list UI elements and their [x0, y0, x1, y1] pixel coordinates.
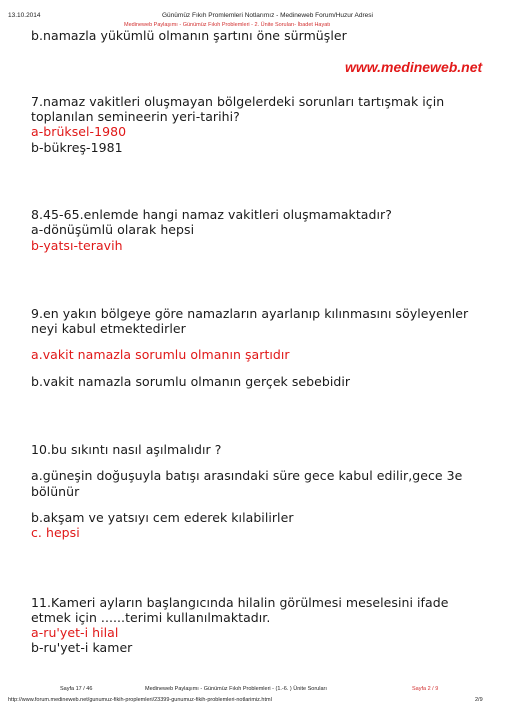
question-9-option-b: b.vakit namazla sorumlu olmanın gerçek sebebidir [31, 374, 351, 389]
question-8-option-b: b-yatsı-teravih [31, 238, 123, 253]
footer-url[interactable]: http://www.forum.medineweb.net/gunumuz-fikih-proplemleri/23399-gunumuz-fikih-problemleri-notlarimiz.html [8, 697, 272, 703]
footer-page-right: Sayfa 2 / 9 [412, 686, 439, 692]
question-7-line1: 7.namaz vakitleri oluşmayan bölgelerdeki sorunları tartışmak için [31, 94, 445, 109]
question-7-option-a: a-brüksel-1980 [31, 124, 127, 139]
footer-page-number: 2/9 [475, 697, 483, 703]
question-8-option-a: a-dönüşümlü olarak hepsi [31, 222, 195, 237]
page-subtitle: Medineweb Paylaşımı - Günümüz Fıkıh Problemleri - 2. Ünite Soruları- İbadet Hayatı [124, 22, 331, 28]
question-9-option-a: a.vakit namazla sorumlu olmanın şartıdır [31, 347, 290, 362]
question-8: 8.45-65.enlemde hangi namaz vakitleri oluşmamaktadır? [31, 207, 392, 222]
question-11-option-b: b-ru'yet-i kamer [31, 640, 133, 655]
print-date: 13.10.2014 [8, 12, 41, 19]
question-9-line2: neyi kabul etmektedirler [31, 321, 186, 336]
question-9-line1: 9.en yakın bölgeye göre namazların ayarlanıp kılınmasını söyleyenler [31, 306, 469, 321]
question-10: 10.bu sıkıntı nasıl aşılmalıdır ? [31, 442, 222, 457]
footer-page-left: Sayfa 17 / 46 [60, 686, 93, 692]
footer-center-title: Medineweb Paylaşımı - Günümüz Fıkıh Problemleri - (1.-6. ) Ünite Soruları [145, 686, 327, 692]
answer-line: b.namazla yükümlü olmanın şartını öne sürmüşler [31, 28, 347, 43]
brand-watermark: www.medineweb.net [345, 59, 483, 75]
question-7-line2: toplanılan semineerin yeri-tarihi? [31, 109, 240, 124]
page-title: Günümüz Fıkıh Promlemleri Notlarımız - Medineweb Forum/Huzur Adresi [162, 12, 373, 19]
question-11-option-a: a-ru'yet-i hilal [31, 625, 119, 640]
question-10-option-a-line1: a.güneşin doğuşuyla batışı arasındaki süre gece kabul edilir,gece 3e [31, 468, 463, 483]
question-10-option-a-line2: bölünür [31, 484, 80, 499]
question-10-option-c: c. hepsi [31, 525, 80, 540]
question-11-line2: etmek için ......terimi kullanılmaktadır. [31, 610, 271, 625]
question-7-option-b: b-bükreş-1981 [31, 140, 123, 155]
question-10-option-b: b.akşam ve yatsıyı cem ederek kılabilirler [31, 510, 294, 525]
question-11-line1: 11.Kameri ayların başlangıcında hilalin görülmesi meselesini ifade [31, 595, 449, 610]
